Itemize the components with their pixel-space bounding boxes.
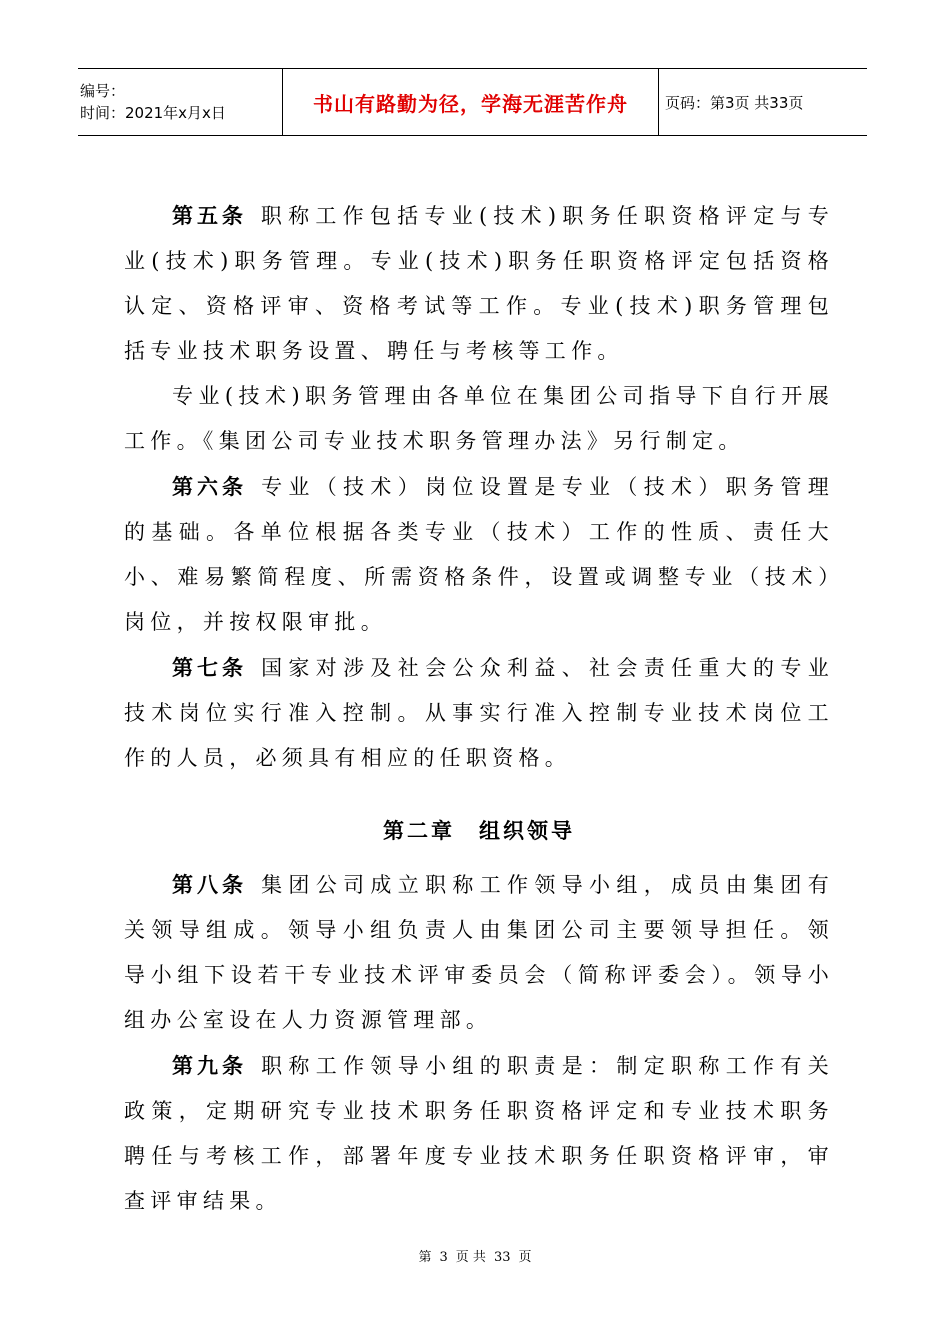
chapter-title: 组织领导 <box>479 819 575 843</box>
footer-page: 3 <box>439 1250 448 1265</box>
header-motto: 书山有路勤为径，学海无涯苦作舟 <box>283 69 659 136</box>
footer-prefix: 第 <box>418 1250 432 1265</box>
article-text: 职称工作包括专业(技术)职务任职资格评定与专业(技术)职务管理。专业(技术)职务任职资格评定包括资格认定、资格评审、资格考试等工作。专业(技术)职务管理包括专业技术职务设置、聘任与考核等工作。 <box>124 204 835 363</box>
article-lead: 第五条 <box>172 203 247 228</box>
article-5-continued <box>124 374 834 464</box>
article-6 <box>124 464 834 645</box>
article-text: 国家对涉及社会公众利益、社会责任重大的专业技术岗位实行准入控制。从事实行准入控制专业技术岗位工作的人员，必须具有相应的任职资格。 <box>124 656 834 770</box>
article-5 <box>124 193 834 374</box>
article-8 <box>124 862 834 1043</box>
page-footer <box>0 1246 950 1265</box>
article-7 <box>124 645 834 781</box>
article-9 <box>124 1043 834 1224</box>
time-label: 时间：2021年x月x日 <box>80 104 226 122</box>
document-body-2 <box>124 862 834 1224</box>
article-text: 专业(技术)职务管理由各单位在集团公司指导下自行开展工作。《集团公司专业技术职务管理办法》另行制定。 <box>124 384 834 453</box>
header-page-label: 页码：第3页 共33页 <box>659 69 868 136</box>
article-text: 集团公司成立职称工作领导小组，成员由集团有关领导组成。领导小组负责人由集团公司主要领导担任。领导小组下设若干专业技术评审委员会（简称评委会）。领导小组办公室设在人力资源管理部。 <box>124 873 834 1032</box>
article-text: 职称工作领导小组的职责是：制定职称工作有关政策，定期研究专业技术职务任职资格评定和专业技术职务聘任与考核工作，部署年度专业技术职务任职资格评审，审查评审结果。 <box>124 1054 834 1213</box>
chapter-number: 第二章 <box>383 819 455 843</box>
document-body <box>124 193 834 781</box>
header-meta <box>78 69 283 136</box>
article-text: 专业（技术）岗位设置是专业（技术）职务管理的基础。各单位根据各类专业（技术）工作的性质、责任大小、难易繁简程度、所需资格条件，设置或调整专业（技术）岗位，并按权限审批。 <box>124 475 834 634</box>
article-lead: 第九条 <box>172 1053 248 1078</box>
article-lead: 第八条 <box>172 872 248 897</box>
footer-mid: 页 共 <box>455 1250 486 1265</box>
chapter-heading <box>124 815 834 845</box>
number-label: 编号： <box>80 82 126 100</box>
article-lead: 第七条 <box>172 655 248 680</box>
footer-total: 33 <box>493 1250 511 1265</box>
article-lead: 第六条 <box>172 474 248 499</box>
chapter-2-section <box>124 815 834 845</box>
page-header <box>78 68 867 136</box>
footer-suffix: 页 <box>518 1250 532 1265</box>
